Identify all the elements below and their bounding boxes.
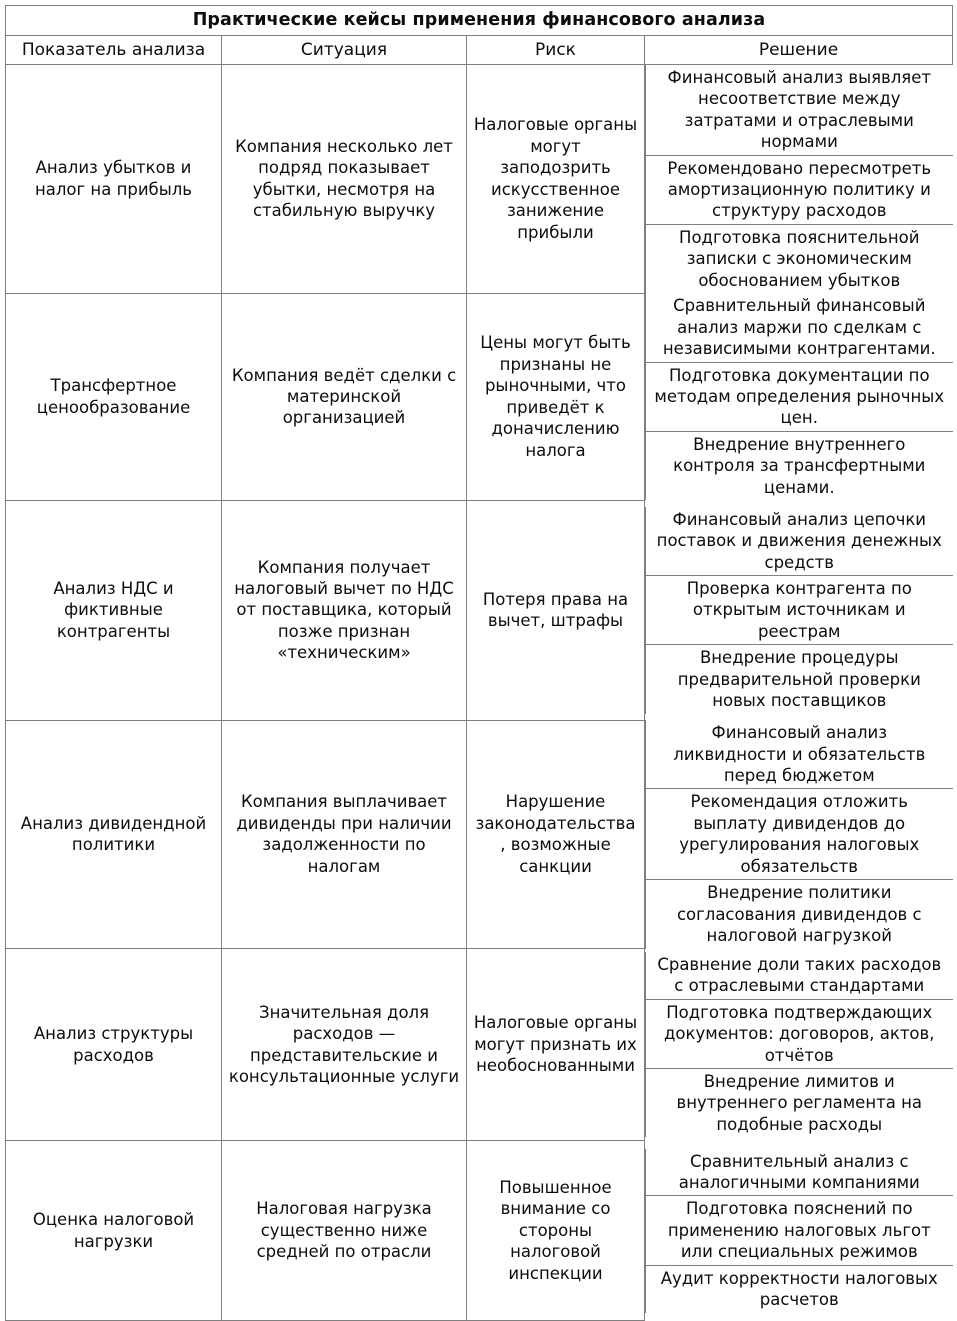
financial-analysis-cases-table xyxy=(5,5,953,1321)
cell-solution: Сравнительный анализ с аналогичными компаниями xyxy=(646,1149,953,1196)
cell-solution-group xyxy=(645,949,953,1141)
table-title: Практические кейсы применения финансового анализа xyxy=(6,6,953,36)
cell-risk: Цены могут быть признаны не рыночными, что приведёт к доначислению налога xyxy=(467,293,645,500)
solution-row xyxy=(646,507,953,576)
cell-solution: Рекомендация отложить выплату дивидендов до урегулирования налоговых обязательств xyxy=(646,789,953,880)
table-row xyxy=(6,720,953,948)
solution-row xyxy=(646,952,953,999)
table-row xyxy=(6,1141,953,1321)
cell-risk: Налоговые органы могут признать их необоснованными xyxy=(467,949,645,1141)
solution-subtable xyxy=(645,1149,953,1313)
solution-row xyxy=(646,293,953,362)
cell-solution-group xyxy=(645,293,953,500)
solution-subtable xyxy=(645,720,953,948)
cell-risk: Нарушение законодательства, возможные санкции xyxy=(467,720,645,948)
cell-solution: Внедрение лимитов и внутреннего регламента на подобные расходы xyxy=(646,1068,953,1137)
solution-row xyxy=(646,224,953,293)
cell-situation: Компания получает налоговый вычет по НДС от поставщика, который позже признан «техническим» xyxy=(222,500,467,720)
solution-row xyxy=(646,880,953,949)
cell-situation: Компания несколько лет подряд показывает убытки, несмотря на стабильную выручку xyxy=(222,64,467,293)
cell-indicator: Анализ НДС и фиктивные контрагенты xyxy=(6,500,222,720)
solution-row xyxy=(646,155,953,224)
solution-row xyxy=(646,999,953,1068)
solution-subtable xyxy=(645,952,953,1138)
cell-solution: Внедрение политики согласования дивидендов с налоговой нагрузкой xyxy=(646,880,953,949)
cell-risk: Налоговые органы могут заподозрить искусственное занижение прибыли xyxy=(467,64,645,293)
cell-solution: Внедрение процедуры предварительной проверки новых поставщиков xyxy=(646,645,953,714)
cell-situation: Налоговая нагрузка существенно ниже средней по отрасли xyxy=(222,1141,467,1321)
cell-solution: Подготовка пояснений по применению налоговых льгот или специальных режимов xyxy=(646,1196,953,1265)
cell-solution: Рекомендовано пересмотреть амортизационную политику и структуру расходов xyxy=(646,155,953,224)
cell-solution-group xyxy=(645,1141,953,1321)
cell-solution: Подготовка документации по методам определения рыночных цен. xyxy=(646,362,953,431)
cell-solution-group xyxy=(645,64,953,293)
cell-situation: Значительная доля расходов — представительские и консультационные услуги xyxy=(222,949,467,1141)
solution-row xyxy=(646,576,953,645)
column-header-risk: Риск xyxy=(467,35,645,64)
cell-indicator: Оценка налоговой нагрузки xyxy=(6,1141,222,1321)
solution-subtable xyxy=(645,507,953,714)
solution-row xyxy=(646,431,953,500)
cell-solution: Финансовый анализ ликвидности и обязательств перед бюджетом xyxy=(646,720,953,789)
table-header-row xyxy=(6,35,953,64)
cell-situation: Компания выплачивает дивиденды при наличии задолженности по налогам xyxy=(222,720,467,948)
cell-solution: Финансовый анализ выявляет несоответствие между затратами и отраслевыми нормами xyxy=(646,65,953,155)
cell-solution: Финансовый анализ цепочки поставок и движения денежных средств xyxy=(646,507,953,576)
cell-indicator: Трансфертное ценообразование xyxy=(6,293,222,500)
solution-subtable xyxy=(645,65,953,293)
cell-situation: Компания ведёт сделки с материнской организацией xyxy=(222,293,467,500)
cell-indicator: Анализ структуры расходов xyxy=(6,949,222,1141)
table-row xyxy=(6,949,953,1141)
solution-row xyxy=(646,1196,953,1265)
cell-solution: Внедрение внутреннего контроля за трансфертными ценами. xyxy=(646,431,953,500)
cell-solution: Подготовка пояснительной записки с экономическим обоснованием убытков xyxy=(646,224,953,293)
solution-subtable xyxy=(645,293,953,500)
solution-row xyxy=(646,362,953,431)
cell-solution: Сравнительный финансовый анализ маржи по сделкам с независимыми контрагентами. xyxy=(646,293,953,362)
table-title-row xyxy=(6,6,953,36)
cell-solution: Подготовка подтверждающих документов: договоров, актов, отчётов xyxy=(646,999,953,1068)
solution-row xyxy=(646,720,953,789)
cell-solution: Проверка контрагента по открытым источникам и реестрам xyxy=(646,576,953,645)
table-row xyxy=(6,500,953,720)
solution-row xyxy=(646,645,953,714)
column-header-indicator: Показатель анализа xyxy=(6,35,222,64)
column-header-solution: Решение xyxy=(645,35,953,64)
cell-risk: Потеря права на вычет, штрафы xyxy=(467,500,645,720)
cell-indicator: Анализ убытков и налог на прибыль xyxy=(6,64,222,293)
solution-row xyxy=(646,1265,953,1312)
cell-indicator: Анализ дивидендной политики xyxy=(6,720,222,948)
solution-row xyxy=(646,789,953,880)
solution-row xyxy=(646,1068,953,1137)
solution-row xyxy=(646,65,953,155)
table-row xyxy=(6,64,953,293)
cell-solution-group xyxy=(645,500,953,720)
table-row xyxy=(6,293,953,500)
cell-solution: Аудит корректности налоговых расчетов xyxy=(646,1265,953,1312)
cell-solution: Сравнение доли таких расходов с отраслевыми стандартами xyxy=(646,952,953,999)
column-header-situation: Ситуация xyxy=(222,35,467,64)
cell-risk: Повышенное внимание со стороны налоговой инспекции xyxy=(467,1141,645,1321)
solution-row xyxy=(646,1149,953,1196)
cell-solution-group xyxy=(645,720,953,948)
